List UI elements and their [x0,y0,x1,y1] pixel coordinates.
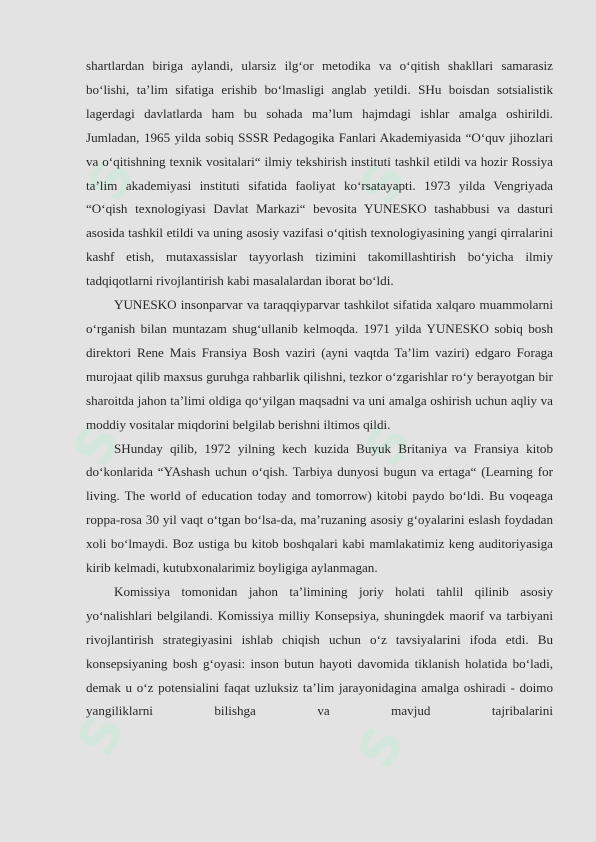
body-text [86,54,553,723]
svg-text:S: S [62,414,134,477]
svg-text:S: S [353,414,425,477]
watermark-s-icon [347,717,418,778]
svg-text:S: S [348,152,420,215]
svg-text:S: S [66,704,138,767]
paragraph: YUNESKO insonparvar va taraqqiyparvar tashkilot sifatida xalqaro muammolarni o‘rganish bilan muntazam shug‘ullanib kelmoqda. 1971 yilda YUNESKO sobiq bosh direktori Rene Mais Fransiya Bosh vaziri (ayni vaqtda Ta’lim vaziri) edgaro Foraga murojaat qilib maxsus guruhga rahbarlik qilishni, tezkor o‘zgarishlar ro‘y berayotgan bir sharoitda jahon ta’limi oldiga qo‘yilgan maqsadni va uni amalga oshirish uchun aqliy va moddiy vositalar miqdorini belgilab berishni iltimos qildi. [86,297,553,432]
svg-text:S: S [76,149,148,212]
paragraph: Komissiya tomonidan jahon ta’limining joriy holati tahlil qilinib asosiy yo‘nalishlari belgilandi. Komissiya milliy Konsepsiya, shuningdek maorif va tarbiyani rivojlantirish strategiyasini ishlab chiqish uchun o‘z tavsiyalarini ifoda etdi. Bu konsepsiyaning bosh g‘oyasi: inson butun hayoti davomida tiklanish holatida bo‘ladi, demak u o‘z potensialini faqat uzluksiz ta’lim jarayonidagina amalga oshiradi - doimo yangiliklarni bilishga va mavjud tajribalarini [86,583,553,719]
svg-text:S: S [346,716,418,779]
paragraph: shartlardan biriga aylandi, ularsiz ilg‘or metodika va o‘qitish shakllari samarasiz bo‘lishi, ta’lim sifatiga erishib bo‘lmasligi anglab yetildi. SHu boisdan sotsialistik lagerdagi davlatlarda ham bu sohada ma’lum hajmdagi ishlar amalga oshirildi. Jumladan, 1965 yilda sobiq SSSR Pedagogika Fanlari Akademiyasida “O‘quv jihozlari va o‘qitishning texnik vositalari“ ilmiy tekshirish instituti tashkil etildi va hozir Rossiya ta’lim akademiyasi instituti sifatida faoliyat ko‘rsatayapti. 1973 yilda Vengriyada “O‘qish texnologiyasi Davlat Markazi“ bevosita YUNESKO tashabbusi va dasturi asosida tashkil etildi va uning asosiy vazifasi o‘qitish texnologiyasining yangi qirralarini kashf etish, mutaxassislar tayyorlash tizimini takomillashtirish bo‘yicha ilmiy tadqiqotlarni rivojlantirish kabi masalalardan iborat bo‘ldi. [86,58,553,289]
paragraph: SHunday qilib, 1972 yilning kech kuzida Buyuk Britaniya va Fransiya kitob do‘konlarida “YAshash uchun o‘qish. Tarbiya dunyosi bugun va ertaga“ (Learning for living. The world of education today and tomorrow) kitobi paydo bo‘ldi. Bu voqeaga roppa-rosa 30 yil vaqt o‘tgan bo‘lsa-da, ma’ruzaning asosiy g‘oyalarini eslash foydadan xoli bo‘lmaydi. Boz ustiga bu kitob boshqalari kabi mamlakatimiz keng auditoriyasiga kirib kelmadi, kutubxonalarimiz boyligiga aylanmagan. [86,440,553,576]
